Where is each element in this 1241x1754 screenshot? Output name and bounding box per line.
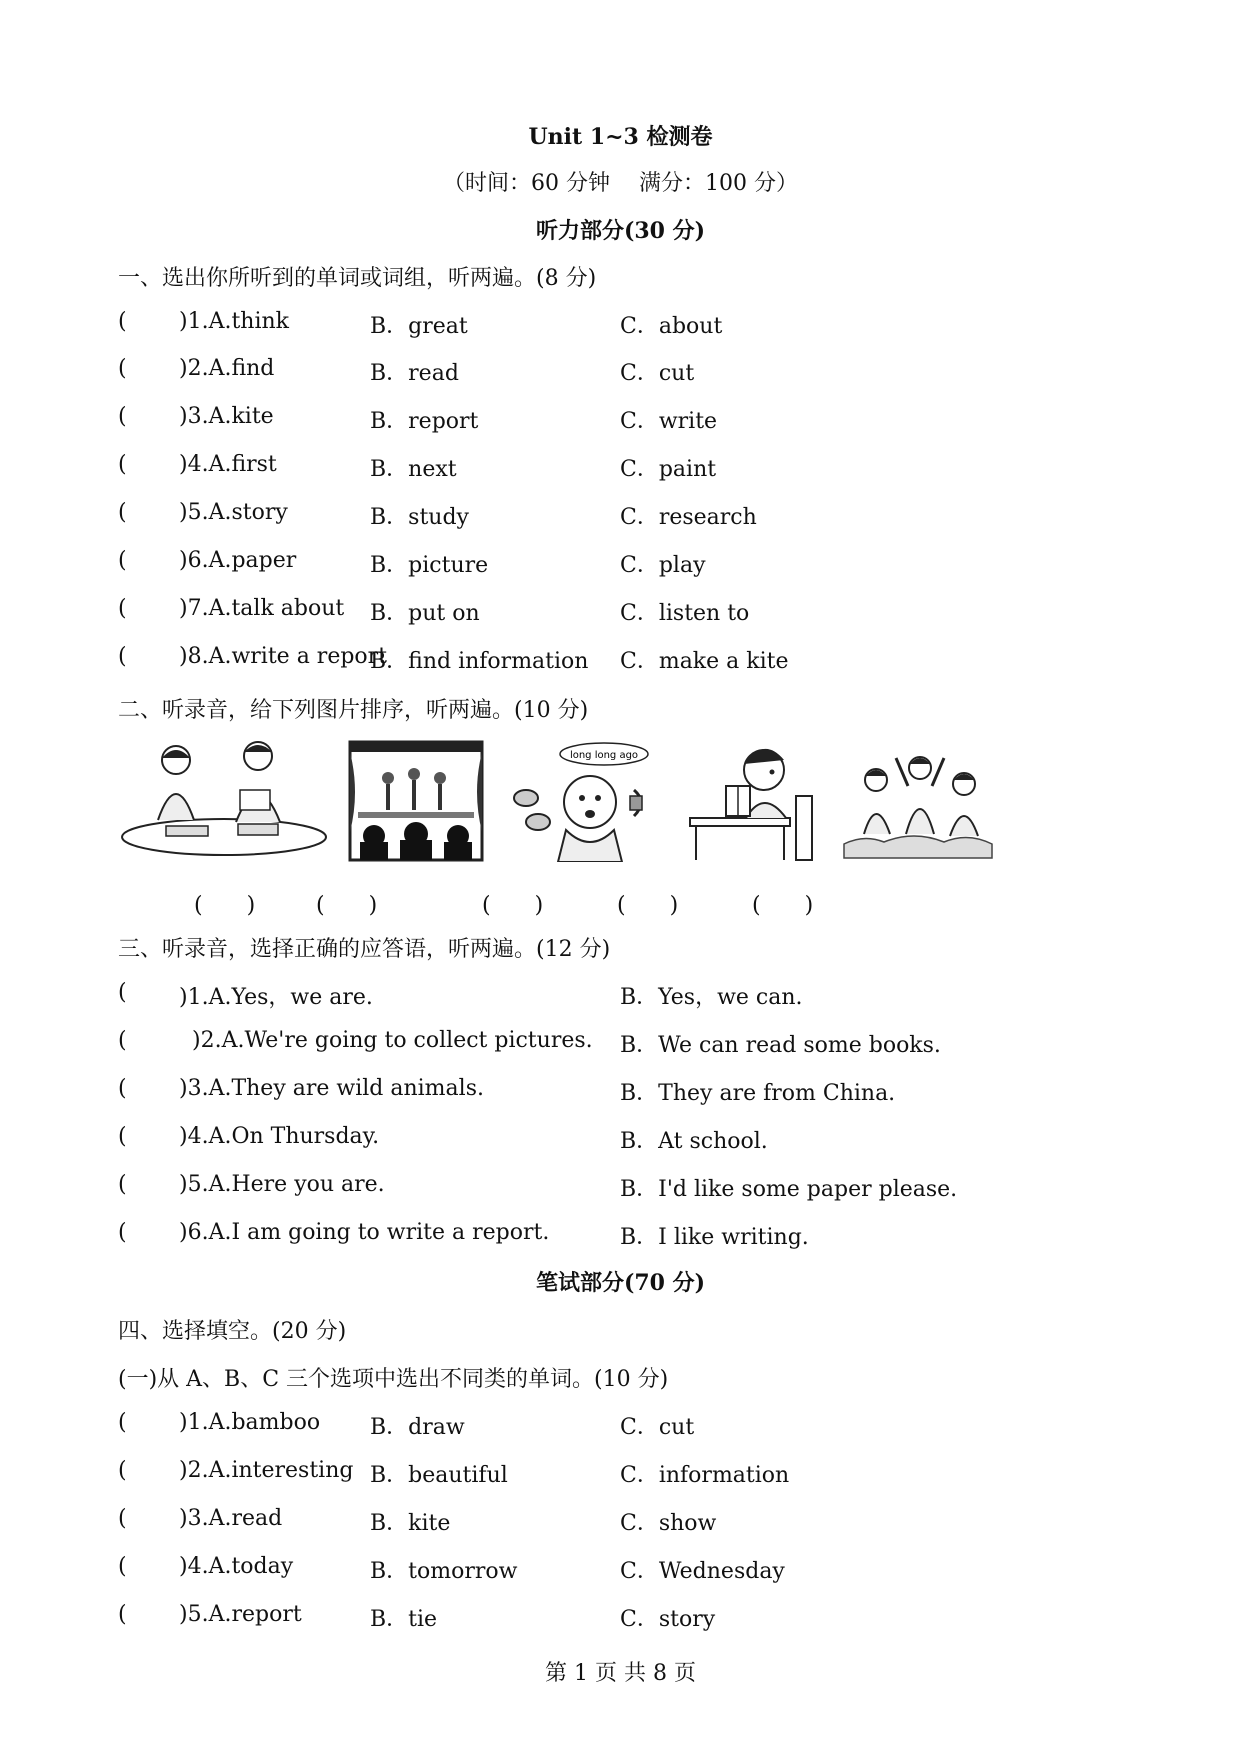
listening-heading: 听力部分(30 分) [535,218,706,244]
option-a: )4.A.today [179,1554,294,1579]
question-row [118,356,1118,390]
option-c: C．play [620,553,706,578]
picture-order-blanks [0,888,1241,922]
option-c: C．information [620,1463,790,1488]
option-b: B．Yes，we can. [620,985,803,1010]
answer-paren[interactable]: ( [118,404,127,429]
option-a: )4.A.On Thursday. [179,1124,380,1149]
question-row [118,1554,1118,1588]
option-b: B．They are from China. [620,1081,896,1106]
answer-paren[interactable]: ( [118,596,127,621]
option-b: B．kite [370,1511,451,1536]
students-reading-icon [118,740,330,862]
answer-paren[interactable]: ( [118,980,127,1005]
option-b: B．great [370,314,468,339]
question-row [118,1124,1118,1158]
order-blank[interactable]: ( ) [194,893,256,918]
option-a: )7.A.talk about [179,596,345,621]
option-c: C．research [620,505,757,530]
option-a: )4.A.first [179,452,277,477]
question-row [118,548,1118,582]
option-b: B．beautiful [370,1463,508,1488]
option-a: )1.A.bamboo [179,1410,321,1435]
part1-heading: 一、选出你所听到的单词或词组，听两遍。(8 分) [118,266,597,291]
answer-paren[interactable]: ( [118,548,127,573]
option-c: C．Wednesday [620,1559,785,1584]
question-row [118,1602,1118,1636]
option-b: B．next [370,457,457,482]
writing-heading: 笔试部分(70 分) [535,1270,706,1296]
question-row [118,309,1118,343]
option-a: )1.A.Yes，we are. [179,985,373,1010]
option-b: B．We can read some books. [620,1033,941,1058]
answer-paren[interactable]: ( [118,1028,127,1053]
answer-paren[interactable]: ( [118,1124,127,1149]
option-a: )2.A.interesting [179,1458,354,1483]
question-row [118,404,1118,438]
option-a: )2.A.We're going to collect pictures. [192,1028,593,1053]
part4-heading: 四、选择填空。(20 分) [118,1319,347,1344]
order-blank[interactable]: ( ) [617,893,679,918]
option-a: )3.A.kite [179,404,274,429]
answer-paren[interactable]: ( [118,1458,127,1483]
answer-paren[interactable]: ( [118,1076,127,1101]
option-a: )3.A.read [179,1506,283,1531]
question-row [118,1076,1118,1110]
children-playing-icon [840,740,996,862]
option-c: C．about [620,314,723,339]
option-b: B．I like writing. [620,1225,809,1250]
option-b: B．picture [370,553,489,578]
baby-listening-icon [508,740,668,862]
option-c: C．make a kite [620,649,789,674]
option-a: )8.A.write a report [179,644,388,669]
answer-paren[interactable]: ( [118,500,127,525]
option-c: C．paint [620,457,717,482]
option-b: B．put on [370,601,480,626]
question-row [118,644,1118,678]
question-row [118,1172,1118,1206]
bubble-text: long long ago [569,750,639,761]
question-row [118,1410,1118,1444]
page-number: 第 1 页 共 8 页 [545,1661,696,1686]
option-a: )1.A.think [179,309,289,334]
option-c: C．write [620,409,718,434]
question-row [118,1506,1118,1540]
option-b: B．study [370,505,469,530]
answer-paren[interactable]: ( [118,1506,127,1531]
option-b: B．tomorrow [370,1559,518,1584]
question-row [118,1028,1118,1062]
question-row [118,980,1118,1014]
part4-sub1-heading: (一)从 A、B、C 三个选项中选出不同类的单词。(10 分) [118,1367,669,1392]
question-row [118,452,1118,486]
answer-paren[interactable]: ( [118,356,127,381]
option-a: )5.A.Here you are. [179,1172,385,1197]
option-c: C．show [620,1511,717,1536]
option-a: )3.A.They are wild animals. [179,1076,484,1101]
option-b: B．At school. [620,1129,768,1154]
answer-paren[interactable]: ( [118,1410,127,1435]
stage-performance-icon [348,740,484,862]
option-a: )2.A.find [179,356,275,381]
option-b: B．I'd like some paper please. [620,1177,958,1202]
boy-reading-icon [688,740,818,862]
part2-heading: 二、听录音，给下列图片排序，听两遍。(10 分) [118,698,589,723]
option-a: )6.A.paper [179,548,297,573]
option-a: )6.A.I am going to write a report. [179,1220,550,1245]
part3-heading: 三、听录音，选择正确的应答语，听两遍。(12 分) [118,937,611,962]
option-a: )5.A.report [179,1602,302,1627]
picture-strip [118,740,1018,862]
option-c: C．cut [620,1415,695,1440]
question-row [118,1220,1118,1254]
option-b: B．read [370,361,459,386]
question-row [118,1458,1118,1492]
option-b: B．tie [370,1607,438,1632]
option-b: B．draw [370,1415,465,1440]
option-c: C．story [620,1607,716,1632]
order-blank[interactable]: ( ) [752,893,814,918]
order-blank[interactable]: ( ) [482,893,544,918]
option-a: )5.A.story [179,500,288,525]
answer-paren[interactable]: ( [118,1220,127,1245]
option-c: C．listen to [620,601,750,626]
exam-info: （时间：60 分钟 满分：100 分） [443,171,798,196]
option-c: C．cut [620,361,695,386]
option-b: B．find information [370,649,589,674]
answer-paren[interactable]: ( [118,1602,127,1627]
option-b: B．report [370,409,479,434]
answer-paren[interactable]: ( [118,452,127,477]
page-title: Unit 1~3 检测卷 [528,124,713,150]
answer-paren[interactable]: ( [118,1172,127,1197]
order-blank[interactable]: ( ) [316,893,378,918]
answer-paren[interactable]: ( [118,1554,127,1579]
question-row [118,500,1118,534]
question-row [118,596,1118,630]
answer-paren[interactable]: ( [118,309,127,334]
answer-paren[interactable]: ( [118,644,127,669]
